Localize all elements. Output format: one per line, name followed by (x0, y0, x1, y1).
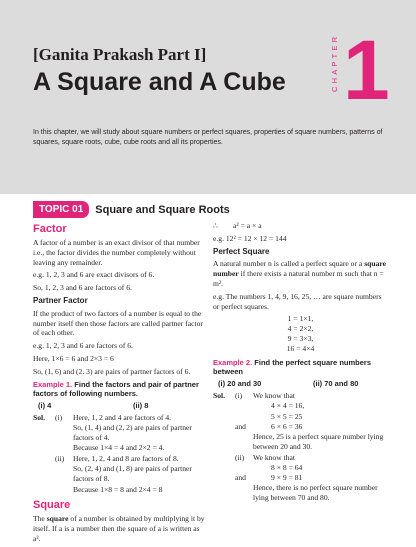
solution-label: Sol. (33, 412, 46, 422)
square-formula: ∴ a² = a × a (213, 221, 262, 230)
solution-1-part-i-number: (i) (55, 412, 63, 422)
example-2-part-ii: (ii) 70 and 80 (313, 379, 359, 389)
math-line: 9 = 3×3, (287, 333, 314, 343)
partner-factor-definition: If the product of two factors of a number is equal to the number itself then those factors are called partner factor of each other. (33, 308, 203, 338)
math-line: 4 = 2×2, (287, 324, 314, 334)
example-2-parts (213, 379, 388, 389)
chapter-number: 1 (343, 23, 390, 117)
and-word: and (235, 473, 246, 483)
square-definition: The square of a number is obtained by multiplying it by itself. If a is a number then the square of a is written as a². (33, 514, 205, 543)
solution-2 (213, 391, 388, 503)
example-1-label: Example 1. (33, 379, 73, 389)
example-1-question: Find the factors and pair of partner factors of following numbers. (33, 379, 199, 399)
solution-2-ii-know: We know that (253, 452, 295, 462)
example-1-parts (33, 401, 205, 411)
factor-heading: Factor (33, 223, 67, 235)
math-line: 9 × 9 = 81 (271, 473, 303, 483)
math-line: 8 × 8 = 64 (271, 462, 303, 472)
right-column (213, 221, 388, 504)
example-1-part-i: (i) 4 (38, 401, 52, 411)
chapter-label: CHAPTER (330, 33, 339, 92)
solution-2-part-i-number: (i) (235, 390, 243, 400)
factor-example-2: So, 1, 2, 3 and 6 are factors of 6. (33, 283, 132, 293)
example-1-part-ii: (ii) 8 (133, 401, 149, 411)
solution-1 (33, 413, 205, 494)
chapter-title: A Square and A Cube (33, 68, 286, 96)
solution-1-i-line-1: Here, 1, 2 and 4 are factors of 4. (73, 412, 172, 422)
chapter-header-banner (0, 0, 416, 194)
and-row (213, 473, 388, 483)
example-1 (33, 380, 205, 400)
math-line: 1 = 1×1, (287, 314, 314, 324)
example-2 (213, 358, 388, 378)
partner-example-1: e.g. 1, 2, 3 and 6 are factors of 6. (33, 341, 133, 351)
and-word: and (235, 422, 246, 432)
factor-example-1: e.g. 1, 2, 3 and 6 are exact divisors of 6. (33, 270, 155, 280)
perfect-square-heading: Perfect Square (213, 246, 270, 256)
topic-title: Square and Square Roots (95, 203, 230, 216)
solution-1-ii-line-3: Because 1×8 = 8 and 2×4 = 8 (73, 484, 163, 494)
perfect-square-example: e.g. The numbers 1, 4, 9, 16, 25, … are square numbers or perfect squares. (213, 291, 382, 311)
topic-badge: TOPIC 01 (33, 201, 89, 218)
chapter-intro: In this chapter, we will study about square numbers or perfect squares, properties of square numbers, patterns of squares, square roots, cube, cube roots and all its properties. (33, 129, 383, 146)
math-line: 5 × 5 = 25 (271, 411, 303, 421)
solution-1-i-line-2: So, (1, 4) and (2, 2) are pairs of partner factors of 4. (73, 422, 192, 442)
partner-example-2: Here, 1×6 = 6 and 2×3 = 6 (33, 353, 114, 363)
solution-2-i-know: We know that (253, 390, 295, 400)
math-line: 6 × 6 = 36 (271, 422, 303, 432)
square-example: e.g. 12² = 12 × 12 = 144 (213, 233, 287, 243)
perfect-square-definition: A natural number n is called a perfect square or a square number if there exists a natural number m such that n = m². (213, 259, 386, 288)
example-2-part-i: (i) 20 and 30 (218, 379, 262, 389)
square-number-list (213, 314, 388, 353)
solution-2-i-conclusion: Hence, 25 is a perfect square number lying between 20 and 30. (253, 432, 384, 451)
solution-2-ii-conclusion: Hence, there is no perfect square number lying between 70 and 80. (253, 483, 378, 502)
solution-2-part-ii-number: (ii) (235, 452, 245, 462)
topic-heading (33, 201, 230, 218)
solution-1-ii-line-2: So, (2, 4) and (1, 8) are pairs of partner factors of 8. (73, 463, 192, 483)
solution-1-part-ii-number: (ii) (55, 454, 65, 464)
and-row (213, 422, 388, 432)
book-name: [Ganita Prakash Part I] (33, 45, 207, 64)
partner-example-3: So, (1, 6) and (2, 3) are pairs of partner factors of 6. (33, 366, 191, 376)
left-column (33, 223, 205, 547)
solution-1-i-line-3: Because 1×4 = 4 and 2×2 = 4. (73, 443, 165, 453)
partner-factor-heading: Partner Factor (33, 295, 88, 305)
solution-1-ii-line-1: Here, 1, 2, 4 and 8 are factors of 8. (73, 454, 179, 464)
square-heading: Square (33, 499, 71, 512)
example-2-label: Example 2. (213, 357, 253, 367)
math-line: 4 × 4 = 16, (271, 400, 305, 410)
math-line: 16 = 4×4 (286, 343, 315, 353)
example-2-question: Find the perfect square numbers between (213, 357, 371, 377)
factor-definition: A factor of a number is an exact divisor of that number i.e., the factor divides the number completely without leaving any remainder. (33, 238, 200, 267)
solution-label: Sol. (213, 390, 226, 400)
